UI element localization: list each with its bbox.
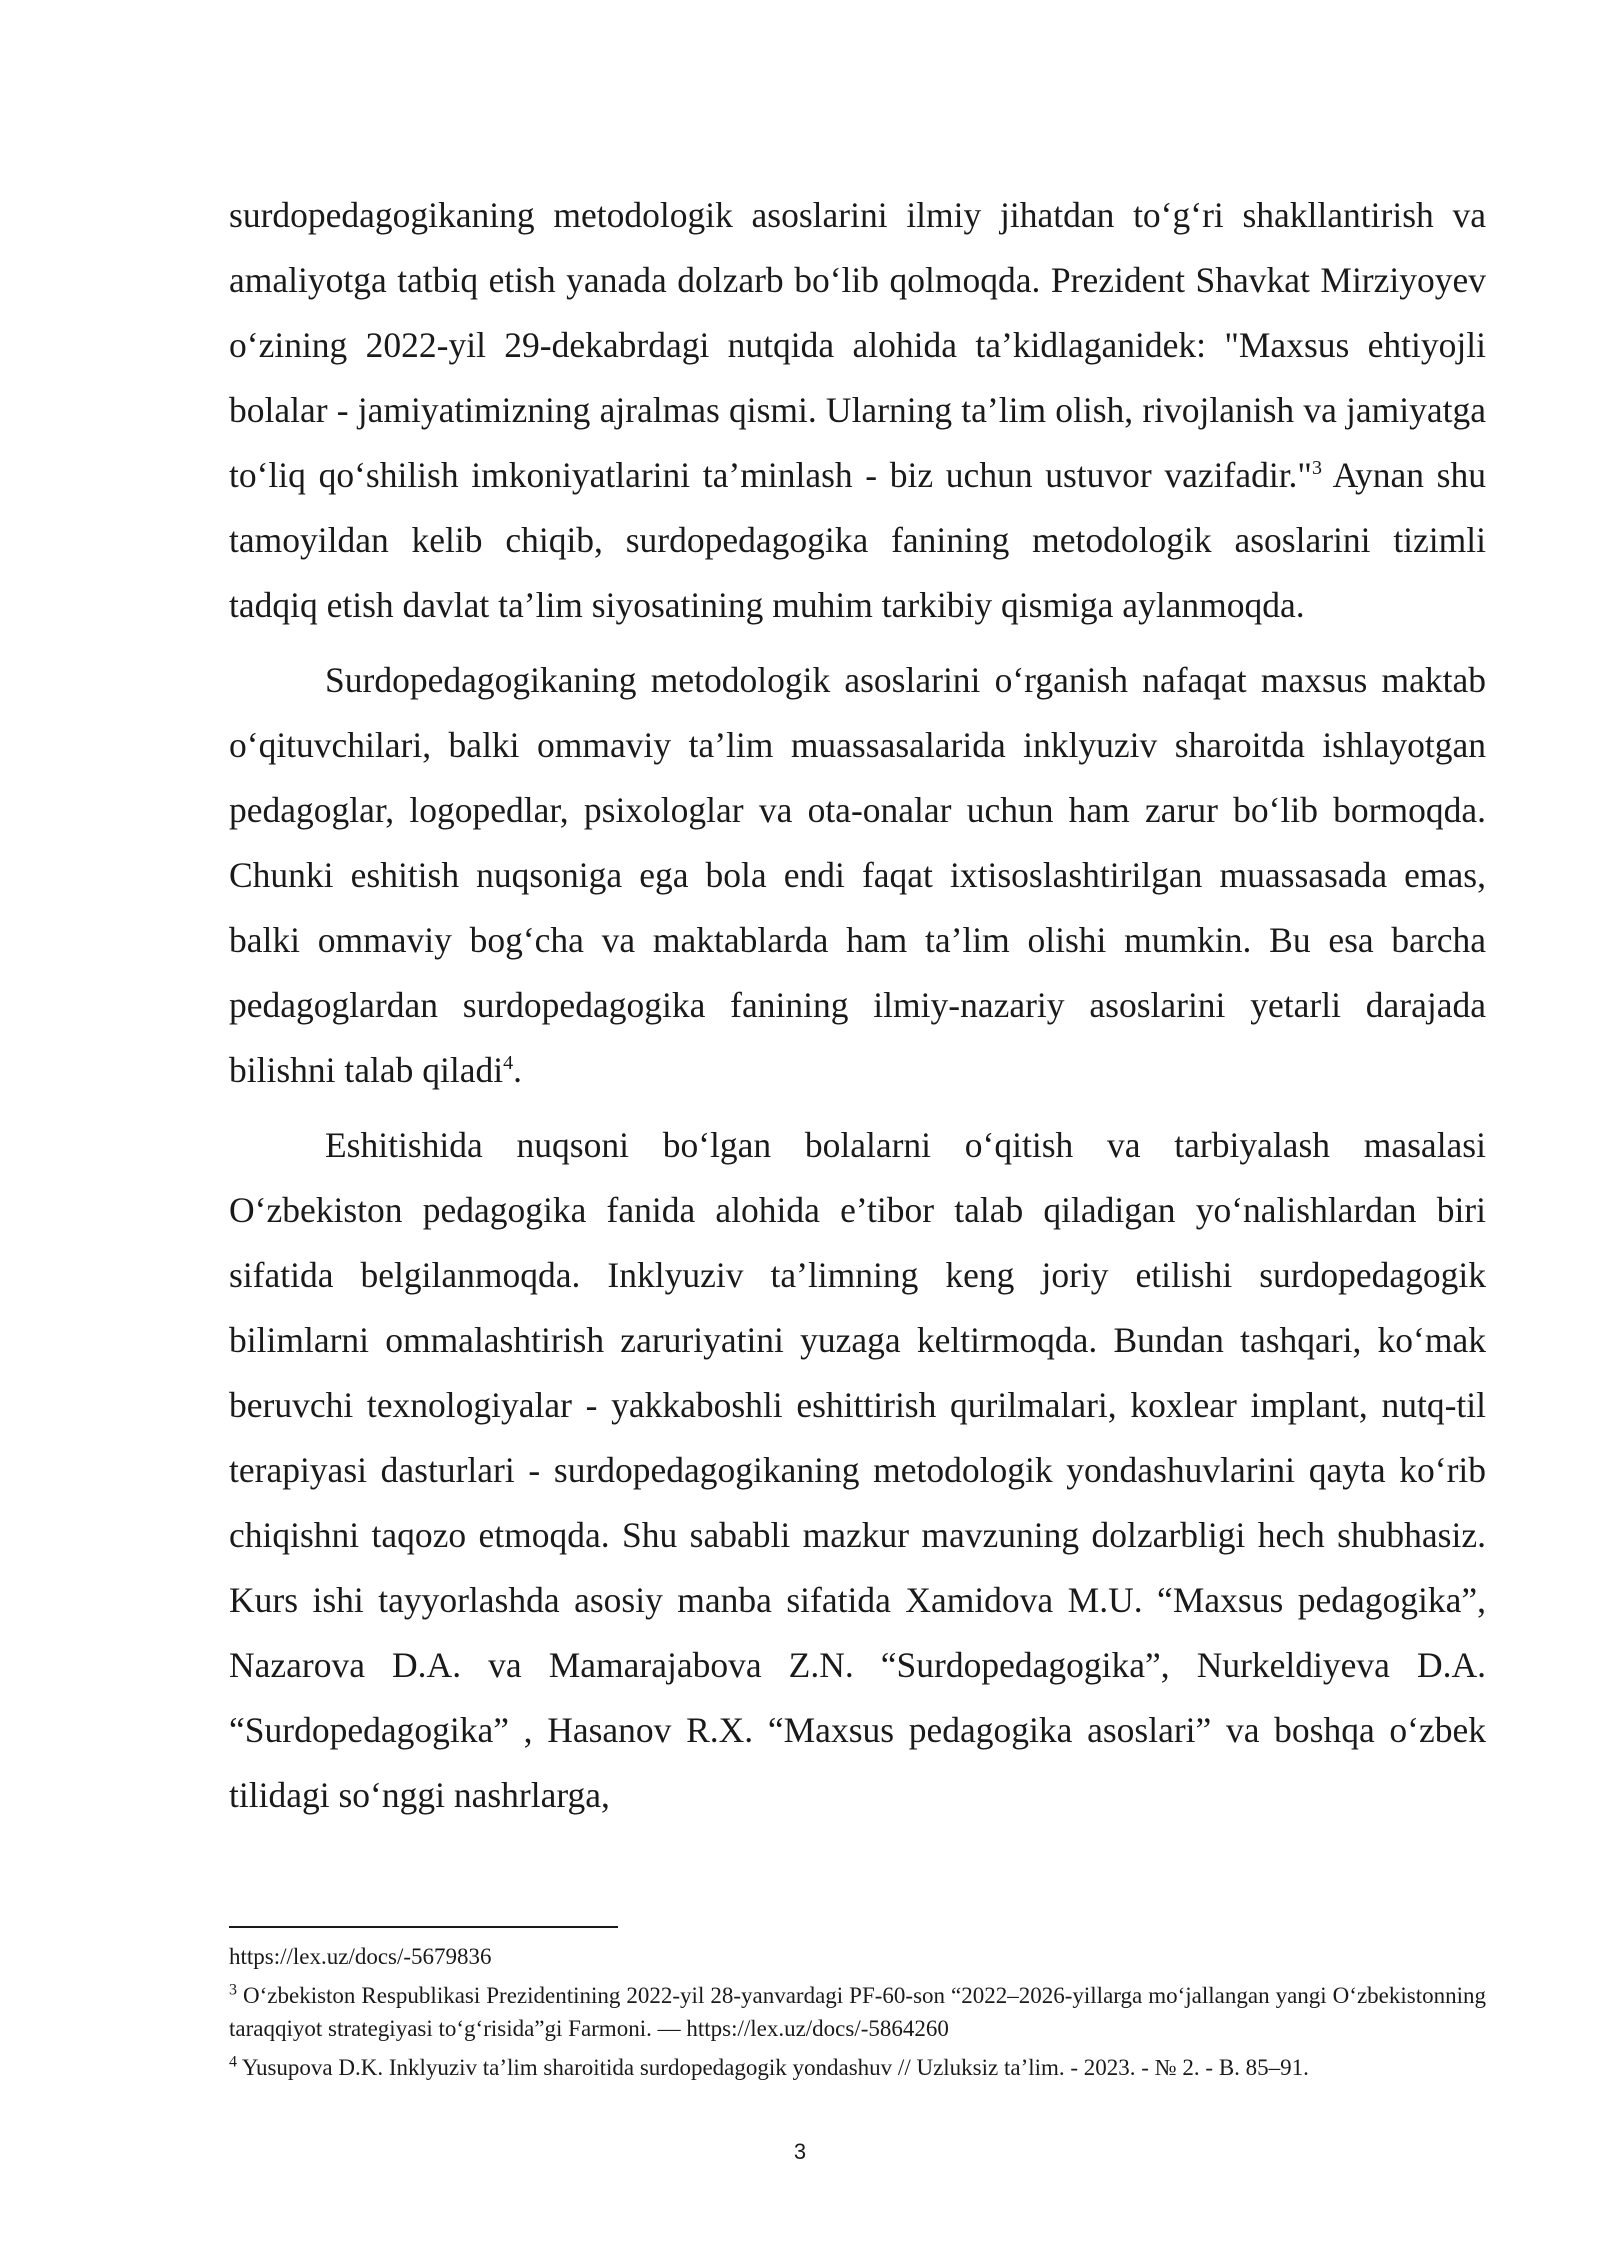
- page-number: 3: [793, 2139, 807, 2164]
- paragraph-2-text-a: Surdopedagogikaning metodologik asoslarini o‘rganish nafaqat maxsus maktab o‘qituvchilari, balki ommaviy ta’lim muassasalarida inklyuziv sharoitda ishlayotgan pedagoglar, logopedlar, psixologlar va ota-onalar uchun ham zarur bo‘lib bormoqda. Chunki eshitish nuqsoniga ega bola endi faqat ixtisoslashtirilgan muassasada emas, balki ommaviy bog‘cha va maktablarda ham ta’lim olishi mumkin. Bu esa barcha pedagoglardan surdopedagogika fanining ilmiy-nazariy asoslarini yetarli darajada bilishni talab qiladi: [229, 660, 1486, 1090]
- footnotes: [229, 1940, 1486, 2090]
- body-text: [229, 183, 1486, 1828]
- footnote-4: [229, 2051, 1486, 2084]
- paragraph-2-text-b: .: [513, 1050, 522, 1090]
- footnote-ref-3[interactable]: 3: [1311, 457, 1322, 480]
- paragraph-3-text: Eshitishida nuqsoni bo‘lgan bolalarni o‘qitish va tarbiyalash masalasi O‘zbekiston pedagogika fanida alohida e’tibor talab qiladigan yo‘nalishlardan biri sifatida belgilanmoqda. Inklyuziv ta’limning keng joriy etilishi surdopedagogik bilimlarni ommalashtirish zaruriyatini yuzaga keltirmoqda. Bundan tashqari, ko‘mak beruvchi texnologiyalar - yakkaboshli eshittirish qurilmalari, koxlear implant, nutq-til terapiyasi dasturlari - surdopedagogikaning metodologik yondashuvlarini qayta ko‘rib chiqishni taqozo etmoqda. Shu sababli mazkur mavzuning dolzarbligi hech shubhasiz. Kurs ishi tayyorlashda asosiy manba sifatida Xamidova M.U. “Maxsus pedagogika”, Nazarova D.A. va Mamarajabova Z.N. “Surdopedagogika”, Nurkeldiyeva D.A. “Surdopedagogika” , Hasanov R.X. “Maxsus pedagogika asoslari” va boshqa o‘zbek tilidagi so‘nggi nashrlarga,: [229, 1125, 1486, 1815]
- footnote-separator: [229, 1926, 618, 1928]
- paragraph-2: [229, 648, 1486, 1103]
- paragraph-1: [229, 183, 1486, 638]
- paragraph-1-text-a: surdopedagogikaning metodologik asoslarini ilmiy jihatdan to‘g‘ri shakllantirish va amaliyotga tatbiq etish yanada dolzarb bo‘lib qolmoqda. Prezident Shavkat Mirziyoyev o‘zining 2022-yil 29-dekabrdagi nutqida alohida ta’kidlaganidek: "Maxsus ehtiyojli bolalar - jamiyatimizning ajralmas qismi. Ularning ta’lim olish, rivojlanish va jamiyatga to‘liq qo‘shilish imkoniyatlarini ta’minlash - biz uchun ustuvor vazifadir.": [229, 195, 1486, 495]
- footnote-4-number: 4: [229, 2053, 237, 2071]
- footnote-3-text: O‘zbekiston Respublikasi Prezidentining 2022-yil 28-yanvardagi PF-60-son “2022–2026-yillarga mo‘jallangan yangi O‘zbekistonning taraqqiyot strategiyasi to‘g‘risida”gi Farmoni. — https://lex.uz/docs/-5864260: [229, 1983, 1486, 2041]
- footnote-ref-4[interactable]: 4: [503, 1052, 514, 1075]
- paragraph-3: [229, 1113, 1486, 1828]
- footnote-3: [229, 1979, 1486, 2045]
- paragraph-1-text-b: Aynan shu tamoyildan kelib chiqib, surdopedagogika fanining metodologik asoslarini tizimli tadqiq etish davlat ta’lim siyosatining muhim tarkibiy qismiga aylanmoqda.: [229, 455, 1486, 625]
- footnote-4-text: Yusupova D.K. Inklyuziv ta’lim sharoitida surdopedagogik yondashuv // Uzluksiz ta’lim. - 2023. - № 2. - B. 85–91.: [237, 2055, 1309, 2080]
- footnote-continuation-link[interactable]: https://lex.uz/docs/-5679836: [229, 1944, 492, 1969]
- footnote-continuation: [229, 1940, 1486, 1973]
- footnote-3-number: 3: [229, 1981, 237, 1999]
